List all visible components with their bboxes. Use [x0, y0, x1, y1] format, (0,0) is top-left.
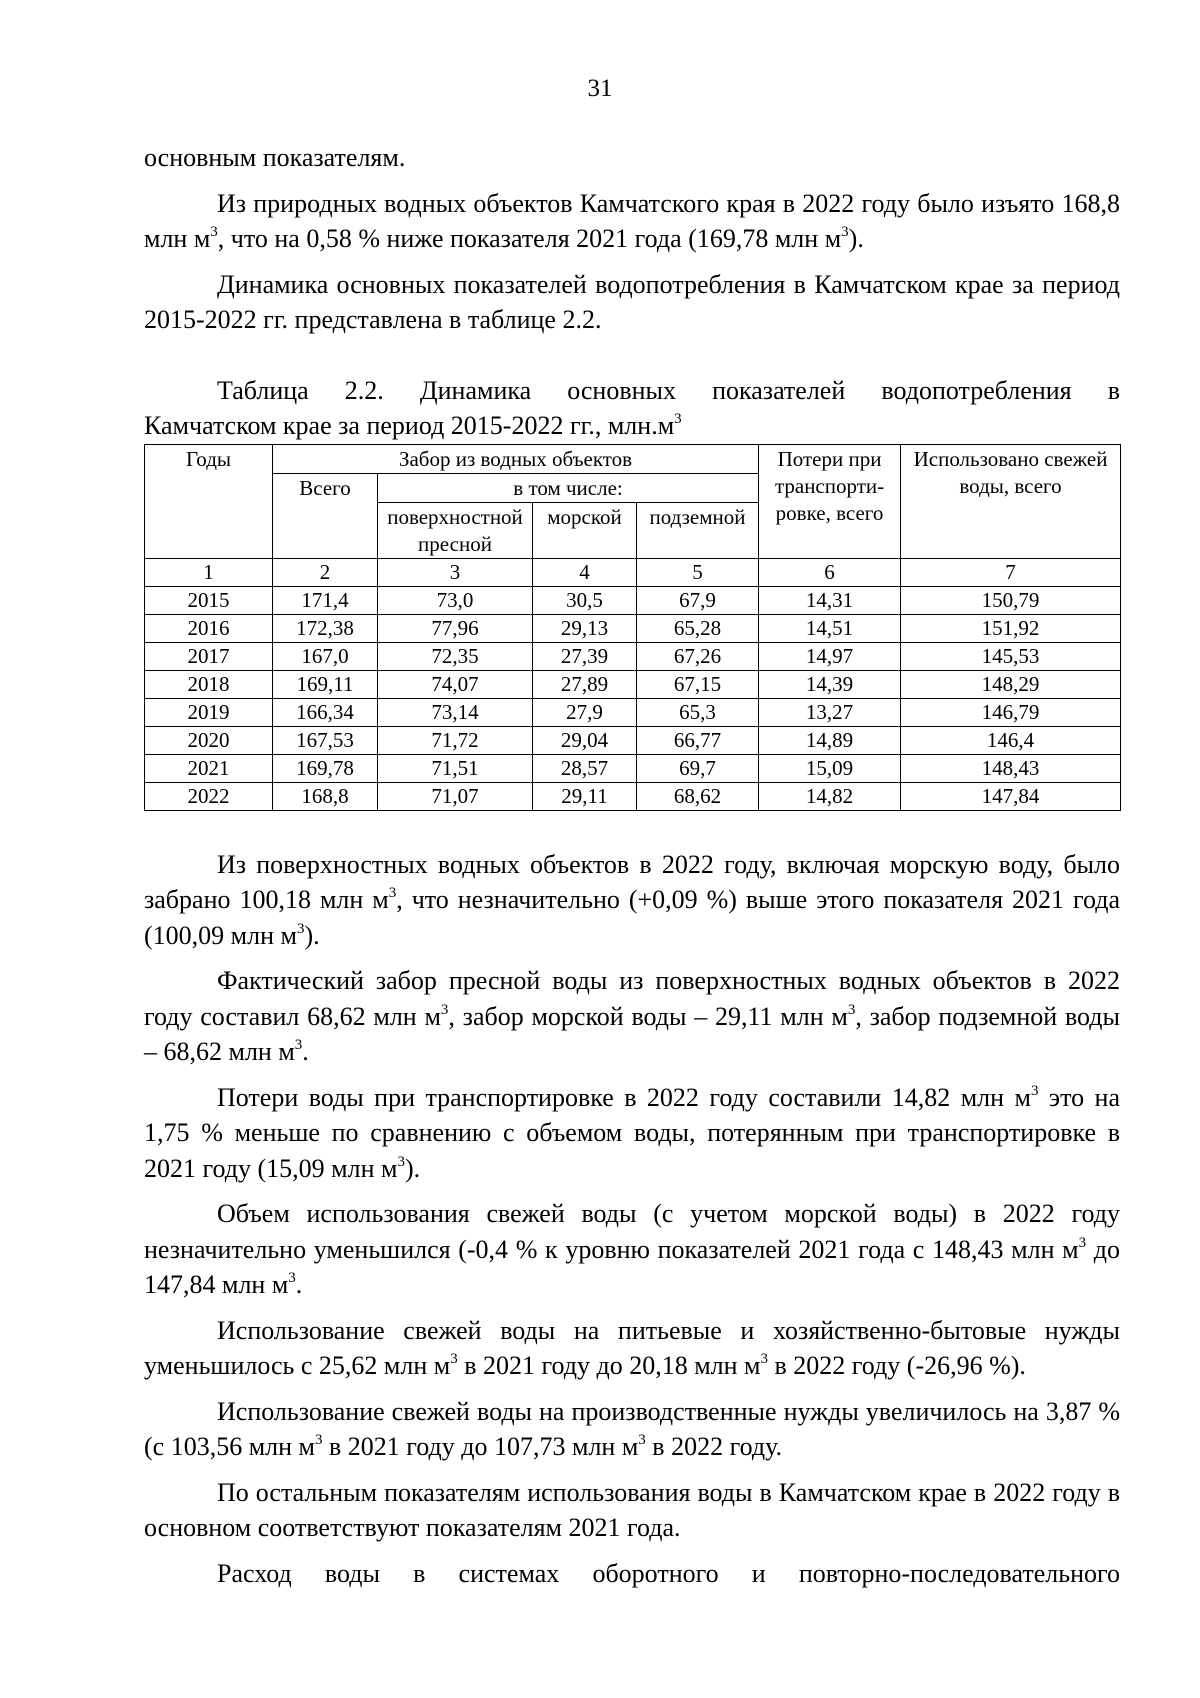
table-cell: 29,11 — [533, 782, 637, 810]
table-caption — [144, 373, 1120, 443]
superscript: 3 — [288, 1270, 296, 1287]
text-run: По остальным показателям использования воды в Камчатском крае в 2022 году в основном соответствуют показателям 2021 года. — [144, 1477, 1120, 1542]
water-consumption-table — [144, 444, 1121, 811]
table-cell: 168,8 — [273, 782, 378, 810]
table-row — [145, 642, 1121, 670]
text-run: в 2022 году (-26,96 %). — [768, 1351, 1026, 1380]
table-cell: 72,35 — [378, 642, 533, 670]
paragraph — [144, 1313, 1120, 1384]
table-cell: 147,84 — [901, 782, 1121, 810]
text-run: Расход воды в системах оборотного и повторно-последовательного — [217, 1558, 1120, 1588]
table-cell: 77,96 — [378, 614, 533, 642]
table-cell: 14,82 — [759, 782, 901, 810]
table-cell: 14,97 — [759, 642, 901, 670]
superscript: 3 — [1078, 1234, 1087, 1251]
table-cell: 29,04 — [533, 726, 637, 754]
table-cell: 27,39 — [533, 642, 637, 670]
table-cell: 166,34 — [273, 698, 378, 726]
header-surface: поверхностной пресной — [378, 502, 533, 558]
paragraph — [144, 1394, 1120, 1465]
paragraph — [144, 847, 1120, 954]
header-intake: Забор из водных объектов — [273, 444, 759, 473]
text-run: ). — [848, 224, 864, 253]
table-cell: 71,07 — [378, 782, 533, 810]
text-run: Динамика основных показателей водопотребления в Камчатском крае за период 2015-2022 гг. представлена в таблице 2.2. — [144, 269, 1120, 334]
table-cell: 27,89 — [533, 670, 637, 698]
header-sea: морской — [533, 502, 637, 558]
column-number: 4 — [533, 558, 637, 586]
text-run: , забор подземной воды – 68,62 млн м — [144, 1001, 1120, 1066]
text-run: , забор морской воды – 29,11 млн м — [448, 1001, 848, 1031]
header-losses: Потери при транспорти-ровке, всего — [759, 444, 901, 558]
table-cell: 65,28 — [637, 614, 759, 642]
table-cell: 169,11 — [273, 670, 378, 698]
superscript: 3 — [638, 1432, 646, 1449]
text-run: в 2022 году. — [645, 1432, 782, 1461]
table-cell: 172,38 — [273, 614, 378, 642]
paragraph — [144, 1556, 1120, 1592]
table-cell: 13,27 — [759, 698, 901, 726]
text-run: в 2021 году до 20,18 млн м — [457, 1351, 761, 1380]
table-cell: 151,92 — [901, 614, 1121, 642]
header-total: Всего — [273, 473, 378, 558]
table-cell: 150,79 — [901, 586, 1121, 614]
table-cell: 167,0 — [273, 642, 378, 670]
text-run: до 147,84 млн м — [144, 1234, 1120, 1299]
table-cell: 145,53 — [901, 642, 1121, 670]
superscript: 3 — [296, 920, 305, 937]
table-cell: 14,51 — [759, 614, 901, 642]
table-cell: 169,78 — [273, 754, 378, 782]
superscript: 3 — [388, 885, 397, 902]
page-number: 31 — [587, 75, 613, 102]
paragraphs-top — [144, 140, 1120, 338]
table-row — [145, 614, 1121, 642]
table-cell: 27,9 — [533, 698, 637, 726]
table-cell: 2015 — [145, 586, 273, 614]
document-body — [144, 140, 1120, 1591]
text-run: Фактический забор пресной воды из поверхностных водных объектов в 2022 году составил 68,62 млн м — [144, 966, 1120, 1031]
table-cell: 171,4 — [273, 586, 378, 614]
table-cell: 65,3 — [637, 698, 759, 726]
text-run: Объем использования свежей воды (с учетом морской воды) в 2022 году незначительно уменьшился (-0,4 % к уровню показателей 2021 года с 148,43 млн м — [144, 1199, 1120, 1264]
table-cell: 67,15 — [637, 670, 759, 698]
text-run: в 2021 году до 107,73 млн м — [322, 1432, 639, 1461]
column-number: 6 — [759, 558, 901, 586]
superscript: 3 — [294, 1037, 303, 1054]
table-cell: 2021 — [145, 754, 273, 782]
superscript: 3 — [397, 1153, 405, 1170]
table-row — [145, 754, 1121, 782]
table-cell: 71,72 — [378, 726, 533, 754]
text-run: . — [302, 1037, 309, 1066]
table-cell: 2017 — [145, 642, 273, 670]
table-caption-line2: Камчатском крае за период 2015-2022 гг., $млн.м^3$ — [144, 410, 682, 440]
table-cell: 15,09 — [759, 754, 901, 782]
header-ground: подземной — [637, 502, 759, 558]
column-number: 5 — [637, 558, 759, 586]
text-run: Потери воды при транспортировке в 2022 году составили 14,82 млн м — [217, 1082, 1031, 1112]
table-cell: 146,79 — [901, 698, 1121, 726]
superscript: 3 — [450, 1351, 458, 1368]
header-including: в том числе: — [378, 473, 759, 502]
table-cell: 2018 — [145, 670, 273, 698]
table-cell: 14,31 — [759, 586, 901, 614]
paragraphs-bottom — [144, 847, 1120, 1592]
header-years: Годы — [145, 444, 273, 558]
superscript: 3 — [760, 1351, 769, 1368]
text-run: . — [295, 1270, 303, 1299]
table-cell: 67,9 — [637, 586, 759, 614]
table-cell: 2022 — [145, 782, 273, 810]
superscript: 3 — [847, 1001, 856, 1018]
table-cell: 73,14 — [378, 698, 533, 726]
text-run: , что незначительно (+0,09 %) выше этого показателя 2021 года (100,09 млн м — [144, 885, 1121, 950]
paragraph — [144, 140, 1120, 176]
column-number: 1 — [145, 558, 273, 586]
table-cell: 29,13 — [533, 614, 637, 642]
paragraph — [144, 1080, 1120, 1187]
table-cell: 67,26 — [637, 642, 759, 670]
column-number: 7 — [901, 558, 1121, 586]
table-cell: 146,4 — [901, 726, 1121, 754]
table-row — [145, 586, 1121, 614]
table-cell: 148,29 — [901, 670, 1121, 698]
table-row — [145, 670, 1121, 698]
table-cell: 148,43 — [901, 754, 1121, 782]
table-cell: 74,07 — [378, 670, 533, 698]
superscript: 3 — [841, 224, 849, 241]
paragraph — [144, 267, 1120, 338]
table-cell: 69,7 — [637, 754, 759, 782]
table-row — [145, 782, 1121, 810]
table-cell: 2016 — [145, 614, 273, 642]
text-run: Из природных водных объектов Камчатского края в 2022 году было изъято 168,8 млн м — [144, 188, 1120, 253]
superscript: 3 — [315, 1432, 323, 1449]
superscript: 3 — [210, 224, 218, 241]
header-used: Использовано свежей воды, всего — [901, 444, 1121, 558]
paragraph — [144, 1475, 1120, 1546]
table-row — [145, 726, 1121, 754]
superscript: 3 — [440, 1001, 449, 1018]
text-run: это на 1,75 % меньше по сравнению с объемом воды, потерянным при транспортировке в 2021 году (15,09 млн м — [144, 1082, 1120, 1183]
table-cell: 167,53 — [273, 726, 378, 754]
text-run: Использование свежей воды на питьевые и хозяйственно-бытовые нужды уменьшилось с 25,62 млн м — [144, 1315, 1120, 1380]
text-run: Из поверхностных водных объектов в 2022 году, включая морскую воду, было забрано 100,18 млн м — [144, 849, 1120, 914]
text-run: ). — [304, 920, 320, 950]
table-cell: 2020 — [145, 726, 273, 754]
text-run: основным показателям. — [144, 143, 406, 172]
table-cell: 66,77 — [637, 726, 759, 754]
column-number: 3 — [378, 558, 533, 586]
table-cell: 73,0 — [378, 586, 533, 614]
table-cell: 71,51 — [378, 754, 533, 782]
paragraph — [144, 186, 1120, 257]
text-run: ). — [404, 1153, 421, 1183]
table-cell: 14,39 — [759, 670, 901, 698]
column-number-row — [145, 558, 1121, 586]
paragraph — [144, 963, 1120, 1070]
column-number: 2 — [273, 558, 378, 586]
paragraph — [144, 1196, 1120, 1303]
table-cell: 30,5 — [533, 586, 637, 614]
text-run: Использование свежей воды на производственные нужды увеличилось на 3,87 % (с 103,56 млн м — [144, 1396, 1120, 1461]
table-cell: 28,57 — [533, 754, 637, 782]
table-cell: 2019 — [145, 698, 273, 726]
text-run: , что на 0,58 % ниже показателя 2021 года (169,78 млн м — [217, 224, 842, 253]
table-cell: 68,62 — [637, 782, 759, 810]
table-cell: 14,89 — [759, 726, 901, 754]
table-row — [145, 698, 1121, 726]
superscript: 3 — [1030, 1082, 1039, 1099]
table-caption-line1: Таблица 2.2. Динамика основных показателей водопотребления в — [217, 375, 1120, 405]
